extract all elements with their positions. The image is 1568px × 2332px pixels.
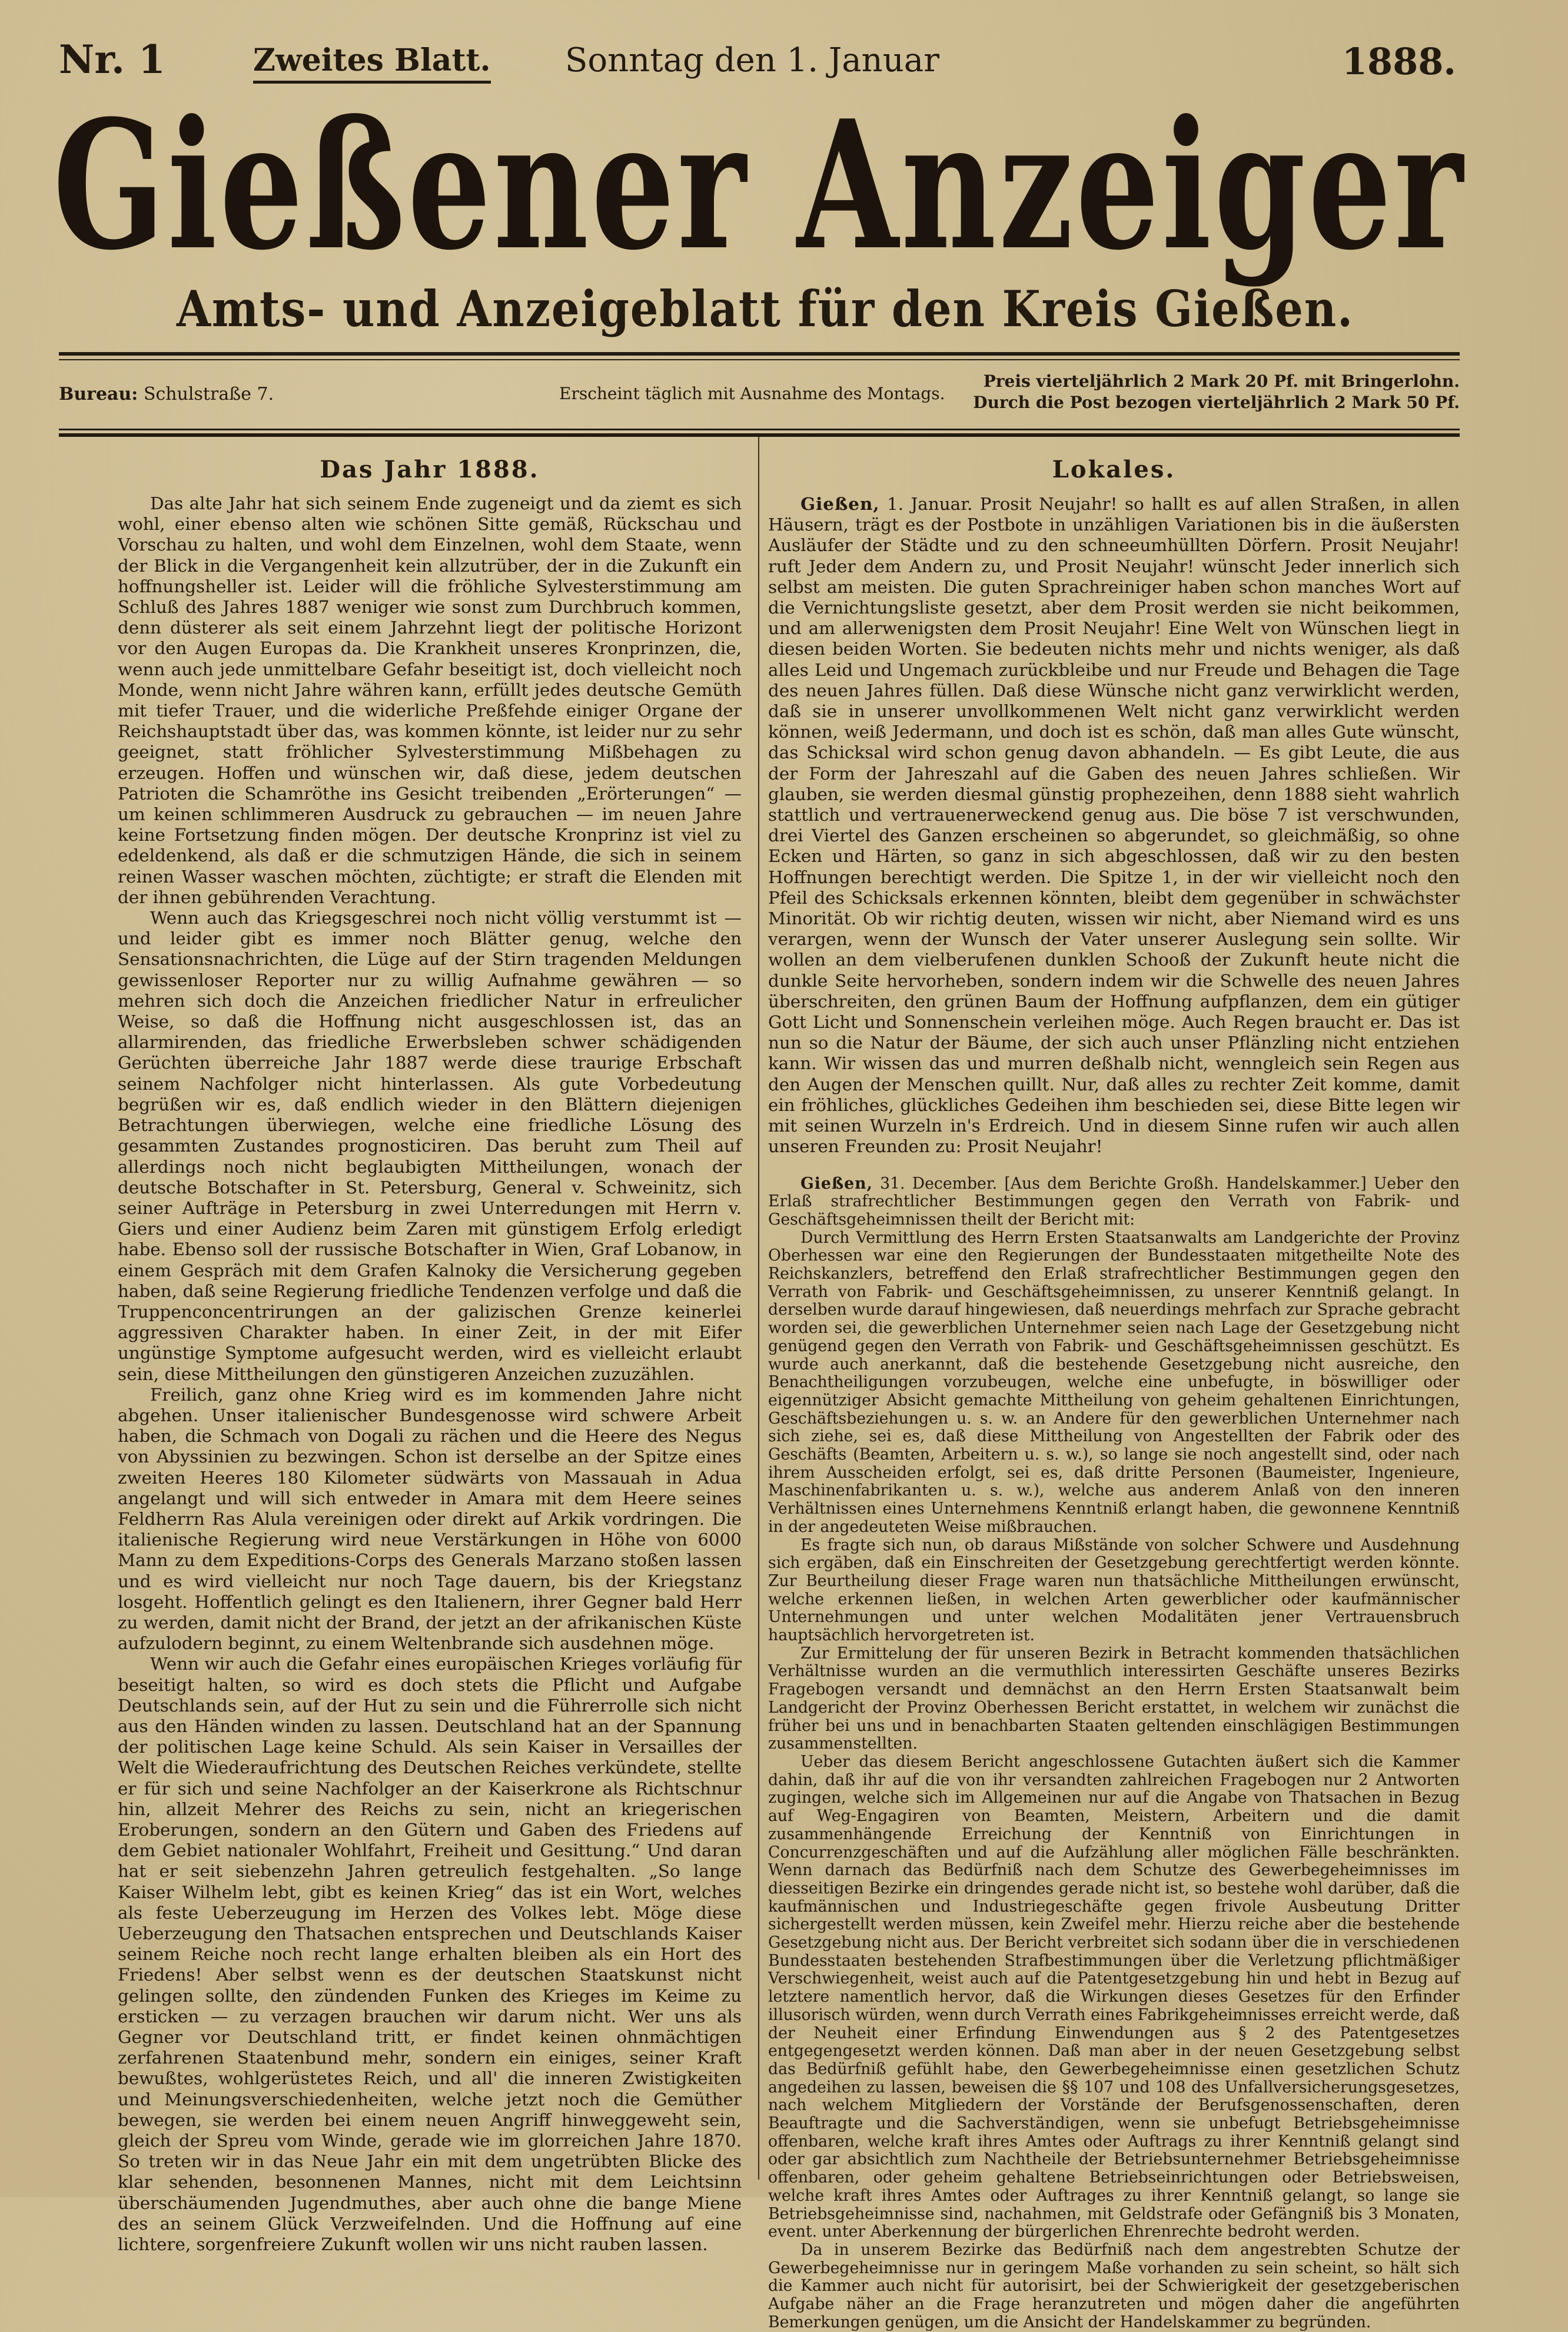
- local-news-item: [768, 493, 1460, 1157]
- dateline: Gießen,: [800, 1174, 873, 1193]
- info-bar: [59, 365, 1460, 430]
- news-paragraph: Zur Ermittelung der für unseren Bezirk in Betracht kommenden thatsächlichen Verhältnisse wurden an die vermuthlich interessirten Geschäfte unseres Bezirks Fragebogen versandt und demnächst an den Herrn Ersten Staatsanwalt beim Landgericht der Provinz Oberhessen Bericht erstattet, in welchem wir zunächst die früher bei uns und in benachbarten Staaten geltenden einschlägigen Bestimmungen zusammenstellten.: [768, 1644, 1460, 1753]
- article-paragraph: Das alte Jahr hat sich seinem Ende zugeneigt und da ziemt es sich wohl, einer ebenso alten wie schönen Sitte gemäß, Rückschau und Vorschau zu halten, und wohl dem Einzelnen, wohl dem Staate, wenn der Blick in die Vergangenheit kein allzutrüber, der in die Zukunft ein hoffnungsheller ist. Leider will die fröhliche Sylvesterstimmung am Schluß des Jahres 1887 weniger wie sonst zum Durchbruch kommen, denn düsterer als seit einem Jahrzehnt liegt der politische Horizont vor den Augen Europas da. Die Krankheit unseres Kronprinzen, die, wenn auch jede unmittelbare Gefahr beseitigt ist, doch vielleicht noch Monde, wenn nicht Jahre währen kann, erfüllt jedes deutsche Gemüth mit tiefer Trauer, und die widerliche Preßfehde einiger Organe der Reichshauptstadt über das, was kommen könnte, ist leider nur zu sehr geeignet, statt fröhlicher Sylvesterstimmung Mißbehagen zu erzeugen. Hoffen und wünschen wir, daß diese, jedem deutschen Patrioten die Schamröthe ins Gesicht treibenden „Erörterungen“ — um keinen schlimmeren Ausdruck zu gebrauchen — im neuen Jahre keine Fortsetzung finden mögen. Der deutsche Kronprinz ist viel zu edeldenkend, als daß er die schmutzigen Hände, die sich in seinem reinen Wasser waschen möchten, züchtigte; er straft die Elenden mit der ihnen gebührenden Verachtung.: [118, 493, 742, 907]
- news-paragraph: Da in unserem Bezirke das Bedürfniß nach dem angestrebten Schutze der Gewerbegeheimnisse nur in geringem Maße vorhanden zu sein scheint, so hält sich die Kammer auch nicht für autorisirt, bei der Schwierigkeit der gesetzgeberischen Aufgabe näher an die Frage heranzutreten und mögen daher die angeführten Bemerkungen genügen, um die Ansicht der Handelskammer zu begründen.: [768, 2240, 1460, 2331]
- publication-note: Erscheint täglich mit Ausnahme des Montags.: [559, 384, 945, 403]
- info-rule: [59, 433, 1460, 437]
- left-column: [118, 453, 742, 2255]
- section-title: Lokales.: [1052, 456, 1176, 483]
- article-paragraph: Wenn auch das Kriegsgeschrei noch nicht völlig verstummt ist — und leider gibt es immer noch Blätter genug, welche den Sensationsnachrichten, die Lüge auf der Stirn tragenden Meldungen gewissenloser Reporter nur zu willig Aufnahme gewähren — so mehren sich doch die Anzeichen friedlicher Natur in erfreulicher Weise, so daß die Hoffnung nicht ausgeschlossen ist, das an allarmirenden, das friedliche Erwerbsleben schwer schädigenden Gerüchten überreiche Jahr 1887 werde diese traurige Erbschaft seinem Nachfolger nicht hinterlassen. Als gute Vorbedeutung begrüßen wir es, daß endlich wieder in den Blättern diejenigen Betrachtungen überwiegen, welche eine friedliche Lösung des gesammten Zustandes prognosticiren. Das beruht zum Theil auf allerdings noch nicht beglaubigten Mittheilungen, wonach der deutsche Botschafter in St. Petersburg, General v. Schweinitz, sich seiner Aufträge in Petersburg in zwei Unterredungen mit Herrn v. Giers und einer Audienz beim Zaren mit günstigem Erfolg erledigt habe. Ebenso soll der russische Botschafter in Wien, Graf Lobanow, in einem Gespräch mit dem Grafen Kalnoky die Versicherung gegeben haben, daß seine Regierung friedliche Tendenzen verfolge und daß die Truppenconcentrirungen an der galizischen Grenze keinerlei aggressiven Charakter haben. In einer Zeit, in der mit Eifer ungünstige Symptome aufgesucht werden, wird es vielleicht erlaubt sein, diese Mittheilungen den günstigeren Anzeichen zuzuzählen.: [118, 908, 742, 1384]
- supplement-label: Zweites Blatt.: [253, 42, 491, 84]
- masthead-rule: [59, 359, 1460, 360]
- masthead-subtitle: Amts- und Anzeigeblatt für den Kreis Gießen.: [177, 280, 1354, 338]
- price-line: Durch die Post bezogen vierteljährlich 2 Mark 50 Pf.: [973, 393, 1460, 412]
- right-column: [768, 453, 1460, 2331]
- info-rule: [59, 429, 1460, 430]
- issue-number: Nr. 1: [59, 37, 165, 82]
- issue-date: Sonntag den 1. Januar: [565, 41, 939, 79]
- masthead-rule: [59, 352, 1460, 356]
- news-paragraph: Ueber das diesem Bericht angeschlossene Gutachten äußert sich die Kammer dahin, daß ihr auf die von ihr versandten zahlreichen Fragebogen nur 2 Antworten zugingen, welche sich im Allgemeinen nur auf die Angabe von Thatsachen in Bezug auf Weg-Engagiren von Beamten, Meistern, Arbeitern und die damit zusammenhängende Erreichung der Kenntniß von Einrichtungen in Concurrenzgeschäften und auf die Aufzählung aller möglichen Fälle beschränkten. Wenn darnach das Bedürfniß nach dem Schutze des Gewerbegeheimnisses im diesseitigen Bezirke ein dringendes gerade nicht ist, so bestehe wohl darüber, daß die kaufmännischen und Industriegeschäfte gegen frivole Ausbeutung Dritter sichergestellt werden müssen, kein Zweifel mehr. Hierzu reiche aber die bestehende Gesetzgebung nicht aus. Der Bericht verbreitet sich sodann über die in verschiedenen Bundesstaaten bestehenden Strafbestimmungen über die Verletzung pflichtmäßiger Verschwiegenheit, weist auch auf die Patentgesetzgebung hin und hebt in Bezug auf letztere namentlich hervor, daß die Wirkungen dieses Gesetzes für den Erfinder illusorisch würden, wenn durch Verrath eines Fabrikgeheimnisses erreicht werde, daß der Neuheit einer Erfindung Einwendungen aus § 2 des Patentgesetzes entgegengesetzt werden können. Daß man aber in der neuen Gesetzgebung selbst das Bedürfniß gefühlt habe, den Gewerbegeheimnisse einen gesetzlichen Schutz angedeihen zu lassen, beweisen die §§ 107 und 108 des Unfallversicherungsgesetzes, nach welchem Mitgliedern der Vorstände der Berufsgenossenschaften, deren Beauftragte und die Sachverständigen, wenn sie unbefugt Betriebsgeheimnisse offenbaren, welche kraft ihres Amtes oder Auftrags zu ihrer Kenntniß gelangt sind oder gar absichtlich zum Nachtheile der Betriebsunternehmer Betriebsgeheimnisse offenbaren, oder geheim gehaltene Betriebseinrichtungen oder Betriebsweisen, welche kraft ihres Amtes oder Auftrages zu ihrer Kenntniß gelangt, so lange sie Betriebsgeheimnisse sind, nachahmen, mit Geldstrafe oder Gefängniß bis 3 Monaten, event. unter Aberkennung der bürgerlichen Ehrenrechte bedroht werden.: [768, 1753, 1460, 2241]
- masthead-title: Gießener Anzeiger: [53, 81, 1466, 289]
- office-label: Bureau:: [59, 384, 138, 404]
- article-paragraph: Freilich, ganz ohne Krieg wird es im kommenden Jahre nicht abgehen. Unser italienischer Bundesgenosse wird schwere Arbeit haben, die Schmach von Dogali zu rächen und die Heere des Negus von Abyssinien zu bezwingen. Schon ist derselbe an der Spitze eines zweiten Heeres 180 Kilometer südwärts von Massauah in Adua angelangt und will sich entweder in Amara mit dem Heere seines Feldherrn Ras Alula vereinigen oder direkt auf Arkik vordringen. Die italienische Regierung wird neue Verstärkungen in Höhe von 6000 Mann zu dem Expeditions-Corps des Generals Marzano stoßen lassen und es wird vielleicht nur noch Tage dauern, bis der Kriegstanz losgeht. Hoffentlich gelingt es den Italienern, ihrer Gegner bald Herr zu werden, damit nicht der Brand, der jetzt an der afrikanischen Küste aufzulodern beginnt, zu einem Weltenbrande sich ausdehnen möge.: [118, 1384, 742, 1654]
- column-divider: [758, 437, 759, 2180]
- office-street: Schulstraße 7.: [143, 384, 274, 404]
- news-text: 31. December. [Aus dem Berichte Großh. Handelskammer.] Ueber den Erlaß strafrechtlicher Bestimmungen gegen den Verrath von Fabrik- und Geschäftsgeheimnissen theilt der Bericht mit:: [768, 1174, 1460, 1229]
- separator: [768, 1157, 1460, 1175]
- news-text: 1. Januar. Prosit Neujahr! so hallt es auf allen Straßen, in allen Häusern, trägt es der Postbote in unzähligen Variationen bis in die äußersten Ausläufer der Städte und zu den schneeumhüllten Dörfern. Prosit Neujahr! ruft Jeder dem Andern zu, und Prosit Neujahr! wünscht Jeder innerlich sich selbst am meisten. Die guten Sprachreiniger haben schon manches Wort auf die Vernichtungsliste gesetzt, aber dem Prosit werden sie nicht beikommen, und am allerwenigsten dem Prosit Neujahr! Eine Welt von Wünschen liegt in diesen beiden Worten. Sie bedeuten nichts mehr und nichts weniger, als daß alles Leid und Ungemach zurückbleibe und nur Freude und Behagen die Tage des neuen Jahres füllen. Daß diese Wünsche nicht ganz verwirklicht werden, daß sie in unserer unvollkommenen Welt nicht ganz verwirklicht werden können, weiß Jedermann, und doch ist es schön, daß man alles Gute wünscht, das Schicksal wird schon genug davon abhandeln. — Es gibt Leute, die aus der Form der Jahreszahl auf die Gaben des neuen Jahres schließen. Wir glauben, sie werden diesmal günstig prophezeihen, denn 1888 sieht wahrlich stattlich und vertrauenerweckend genug aus. Die böse 7 ist verschwunden, drei Viertel des Ganzen erscheinen so abgerundet, so gleichmäßig, so ohne Ecken und Härten, so ganz in sich abgeschlossen, daß wir zu den besten Hoffnungen berechtigt werden. Die Spitze 1, in der wir vielleicht noch den Pfeil des Schicksals erkennen könnten, bleibt dem gegenüber in schwächster Minorität. Ob wir richtig deuten, wissen wir nicht, aber Niemand wird es uns verargen, wenn der Wunsch der Vater unserer Auslegung sein sollte. Wir wollen an dem vielberufenen dunklen Schooß der Zukunft heute nicht die dunkle Seite hervorheben, sondern indem wir die Schwelle des neuen Jahres überschreiten, den grünen Baum der Hoffnung aufpflanzen, dem ein gütiger Gott Licht und Sonnenschein verleihen möge. Auch Regen braucht er. Das ist nun so die Natur der Bäume, der sich auch unser Pflänzling nicht entziehen kann. Wir wissen das und murren deßhalb nicht, wenngleich sein Regen aus den Augen der Menschen quillt. Nur, daß alles zu rechter Zeit komme, damit ein fröhliches, glückliches Gedeihen ihm beschieden sei, diese Bitte legen wir mit seinen Wurzeln in's Erdreich. Und in diesem Sinne rufen wir auch allen unseren Freunden zu: Prosit Neujahr!: [768, 494, 1460, 1157]
- news-paragraph: Durch Vermittlung des Herrn Ersten Staatsanwalts am Landgerichte der Provinz Oberhessen war eine den Regierungen der Bundesstaaten mitgetheilte Note des Reichskanzlers, betreffend den Erlaß strafrechtlicher Bestimmungen gegen den Verrath von Fabrik- und Geschäftsgeheimnissen, zu unserer Kenntniß gelangt. In derselben wurde darauf hingewiesen, daß neuerdings mehrfach zur Sprache gebracht worden sei, die gewerblichen Unternehmer seien nach Lage der Gesetzgebung nicht genügend gegen den Verrath von Fabrik- und Geschäftsgeheimnissen geschützt. Es wurde auch anerkannt, daß die bestehende Gesetzgebung nicht ausreiche, den Benachtheiligungen vorzubeugen, welche eine unbefugte, in böswilliger oder eigennütziger Absicht gemachte Mittheilung von geheim gehaltenen Einrichtungen, Geschäftsbeziehungen u. s. w. an Andere für den gewerblichen Unternehmer nach sich ziehe, sei es, daß diese Mittheilung von Angestellten der Fabrik oder des Geschäfts (Beamten, Arbeitern u. s. w.), so lange sie noch angestellt sind, oder nach ihrem Ausscheiden erfolgt, sei es, daß dritte Personen (Baumeister, Ingenieure, Maschinenfabrikanten u. s. w.), welche aus anderem Anlaß von den inneren Verhältnissen eines Unternehmens Kenntniß erlangt haben, die gewonnene Kenntniß in der angedeuteten Weise mißbrauchen.: [768, 1228, 1460, 1536]
- article-paragraph: Wenn wir auch die Gefahr eines europäischen Krieges vorläufig für beseitigt halten, so wird es doch stets die Pflicht und Aufgabe Deutschlands sein, auf der Hut zu sein und die Führerrolle sich nicht aus den Händen winden zu lassen. Deutschland hat an der Spannung der politischen Lage keine Schuld. Als sein Kaiser in Versailles der Welt die Wiederaufrichtung des Deutschen Reiches verkündete, stellte er für sich und seine Nachfolger an der Kaiserkrone als Richtschnur hin, allzeit Mehrer des Reichs zu sein, nicht an kriegerischen Eroberungen, sondern an den Gütern und Gaben des Friedens auf dem Gebiet nationaler Wohlfahrt, Freiheit und Gesittung.“ Und daran hat er seit siebenzehn Jahren getreulich festgehalten. „So lange Kaiser Wilhelm lebt, gibt es keinen Krieg“ das ist ein Wort, welches als feste Ueberzeugung im Herzen des Volkes lebt. Möge diese Ueberzeugung den Thatsachen entsprechen und Deutschlands Kaiser seinem Reiche noch recht lange erhalten bleiben als ein Hort des Friedens! Aber selbst wenn es der deutschen Staatskunst nicht gelingen sollte, den zündenden Funken des Krieges im Keime zu ersticken — zu verzagen brauchen wir darum nicht. Wer uns als Gegner vor Deutschland tritt, er findet keinen ohnmächtigen zerfahrenen Staatenbund mehr, sondern ein einiges, seiner Kraft bewußtes, wohlgerüstetes Reich, und all' die inneren Zwistigkeiten und Meinungsverschiedenheiten, welche jetzt noch die Gemüther bewegen, sie werden bei einem neuen Angriff hinweggeweht sein, gleich der Spreu vom Winde, gerade wie im glorreichen Jahre 1870. So treten wir in das Neue Jahr ein mit dem ungetrübten Blicke des klar sehenden, besonnenen Mannes, nicht mit dem Leichtsinn überschäumenden Jugendmuthes, aber auch ohne die bange Miene des an seinem Glück Verzweifelnden. Und die Hoffnung auf eine lichtere, sorgenfreiere Zukunft wollen wir uns nicht rauben lassen.: [118, 1654, 742, 2255]
- article-title: Das Jahr 1888.: [320, 456, 540, 483]
- price-note: [973, 371, 1460, 413]
- dateline: Gießen,: [800, 493, 880, 514]
- news-paragraph: Es fragte sich nun, ob daraus Mißstände von solcher Schwere und Ausdehnung sich ergäben, daß ein Einschreiten der Gesetzgebung gerechtfertigt werden könnte. Zur Beurtheilung dieser Frage waren nun thatsächliche Mittheilungen erwünscht, welche erkennen ließen, in welchen Arten gewerblicher oder kaufmännischer Unternehmungen und unter welchen Modalitäten jener Vertrauensbruch hauptsächlich hervorgetreten ist.: [768, 1535, 1460, 1645]
- issue-year: 1888.: [1341, 40, 1456, 83]
- office-address: [59, 384, 274, 404]
- price-line: Preis vierteljährlich 2 Mark 20 Pf. mit Bringerlohn.: [983, 371, 1460, 391]
- local-news-item: [768, 1175, 1460, 1229]
